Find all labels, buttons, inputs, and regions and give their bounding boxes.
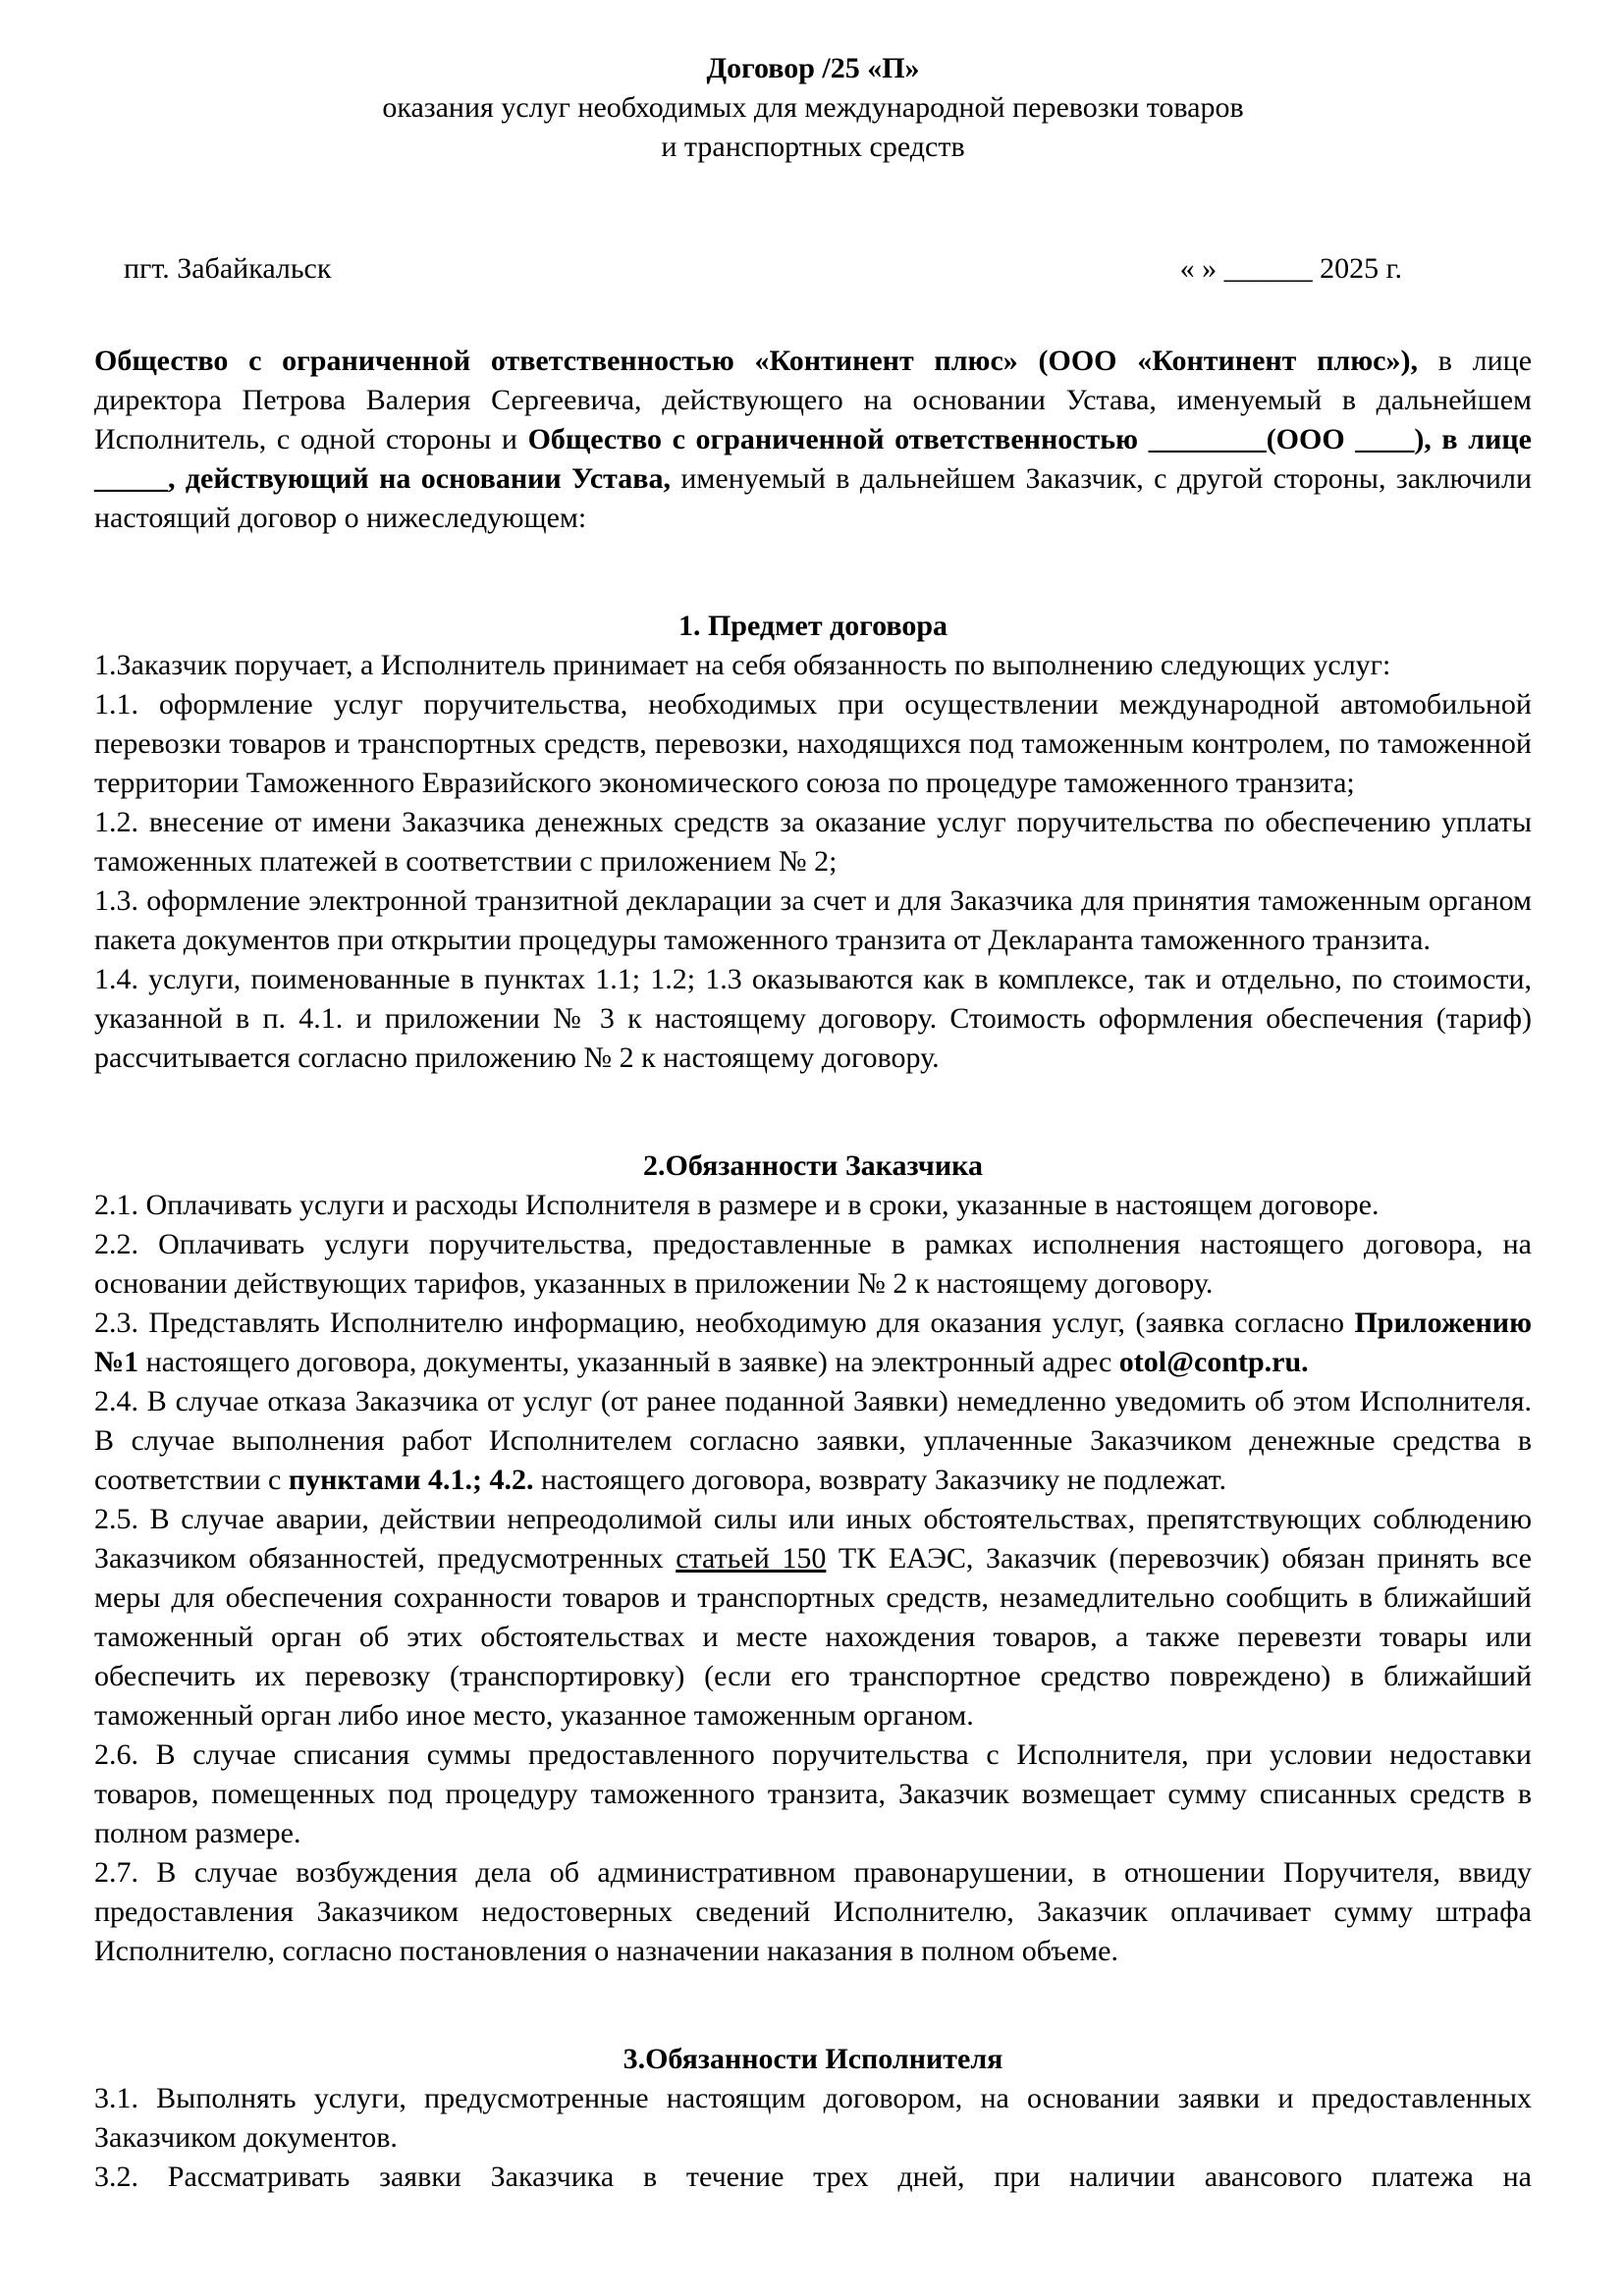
clause-1-3 <box>94 881 1532 960</box>
text-run: otol@contp.ru. <box>1118 1346 1309 1378</box>
section-3-heading: 3.Обязанности Исполнителя <box>623 2043 1003 2075</box>
text-run: 2.4. В случае отказа Заказчика от услуг (от ранее поданной Заявки) немедленно уведомить об этом Исполнителя. В случае выполнения работ Исполнителем согласно заявки, уплаченные Заказчиком денежные средства в соответствии с <box>94 1385 1532 1496</box>
text-run: 1.4. услуги, поименованные в пунктах 1.1; 1.2; 1.3 оказываются как в комплексе, так и отдельно, по стоимости, указанной в п. 4.1. и приложении № 3 к настоящему договору. Стоимость оформления обеспечения (тариф) рассчитывается согласно приложению № 2 к настоящему договору. <box>94 963 1532 1074</box>
clause-2-7 <box>94 1853 1532 1971</box>
clause-2-6 <box>94 1735 1532 1853</box>
text-run: 2.2. Оплачивать услуги поручительства, предоставленные в рамках исполнения настоящего договора, на основании действующих тарифов, указанных в приложении № 2 к настоящему договору. <box>94 1228 1532 1300</box>
text-run: Общество с ограниченной ответственностью «Континент плюс» (ООО «Континент плюс»), <box>94 345 1418 377</box>
clause-1-1 <box>94 685 1532 803</box>
text-run: 1.3. оформление электронной транзитной декларации за счет и для Заказчика для принятия таможенным органом пакета документов при открытии процедуры таможенного транзита от Декларанта таможенного транзита. <box>94 884 1532 956</box>
clause-1-4 <box>94 960 1532 1078</box>
text-run: именуемый в дальнейшем Заказчик, с другой стороны, заключили настоящий договор о нижеследующем: <box>94 462 1532 534</box>
text-run: 2.6. В случае списания суммы предоставленного поручительства с Исполнителя, при условии недоставки товаров, помещенных под процедуру таможенного транзита, Заказчик возмещает сумму списанных средств в полном размере. <box>94 1738 1532 1849</box>
clause-1-2 <box>94 803 1532 881</box>
text-run: настоящего договора, возврату Заказчику не подлежат. <box>533 1464 1226 1496</box>
text-run: 1.1. оформление услуг поручительства, необходимых при осуществлении международной автомобильной перевозки товаров и транспортных средств, перевозки, находящихся под таможенным контролем, по таможенной территории Таможенного Евразийского экономического союза по процедуре таможенного транзита; <box>94 688 1532 799</box>
text-run: Приложению №1 <box>94 1307 1532 1378</box>
text-run: 2.1. Оплачивать услуги и расходы Исполнителя в размере и в сроки, указанные в настоящем договоре. <box>94 1189 1380 1221</box>
text-run: 1.2. внесение от имени Заказчика денежных средств за оказание услуг поручительства по обеспечению уплаты таможенных платежей в соответствии с приложением № 2; <box>94 806 1532 878</box>
document-subtitle-line1: оказания услуг необходимых для международной перевозки товаров <box>382 91 1244 124</box>
place-label: пгт. Забайкальск <box>124 252 332 285</box>
clause-2-3 <box>94 1304 1532 1382</box>
text-run: 2.3. Представлять Исполнителю информацию, необходимую для оказания услуг, (заявка согласно <box>94 1307 1355 1339</box>
clause-2-4 <box>94 1382 1532 1500</box>
document-title: Договор /25 «П» <box>706 52 920 84</box>
section-1-subject <box>94 607 1532 1078</box>
text-run: 2.5. В случае аварии, действии непреодолимой силы или иных обстоятельствах, препятствующих соблюдению Заказчиком обязанностей, предусмотренных <box>94 1503 1532 1575</box>
section-2-heading: 2.Обязанности Заказчика <box>643 1149 983 1182</box>
date-placeholder: « » ______ 2025 г. <box>1179 252 1402 285</box>
title-block <box>94 49 1532 167</box>
clause-2-5 <box>94 1500 1532 1735</box>
section-1-heading: 1. Предмет договора <box>677 610 948 642</box>
text-run: в лице директора Петрова Валерия Сергеевича, действующего на основании Устава, именуемый в дальнейшем Исполнитель, с одной стороны и <box>94 345 1533 455</box>
text-run: ТК ЕАЭС, Заказчик (перевозчик) обязан принять все меры для обеспечения сохранности товаров и транспортных средств, незамедлительно сообщить в ближайший таможенный орган об этих обстоятельствах и месте нахождения товаров, а также перевезти товары или обеспечить их перевозку (транспортировку) (если его транспортное средство повреждено) в ближайший таможенный орган либо иное место, указанное таможенным органом. <box>94 1542 1532 1732</box>
section-2-customer-obligations <box>94 1147 1532 1971</box>
text-run: статьей 150 <box>676 1542 827 1575</box>
section-3-contractor-obligations <box>94 2040 1532 2197</box>
text-run: 2.7. В случае возбуждения дела об административном правонарушении, в отношении Поручителя, ввиду предоставления Заказчиком недостоверных сведений Исполнителю, Заказчик оплачивает сумму штрафа Исполнителю, согласно постановления о назначении наказания в полном объеме. <box>94 1856 1532 1967</box>
clause-2-2 <box>94 1225 1532 1304</box>
text-run: 1.Заказчик поручает, а Исполнитель принимает на себя обязанность по выполнению следующих услуг: <box>94 649 1391 681</box>
clause-3-1 <box>94 2079 1532 2158</box>
document-subtitle-line2: и транспортных средств <box>661 131 965 163</box>
clause-1-0 <box>94 646 1532 685</box>
text-run: Общество с ограниченной ответственностью ________(ООО ____), в лице _____, действующий на основании Устава, <box>94 423 1532 495</box>
text-run: настоящего договора, документы, указанный в заявке) на электронный адрес <box>138 1346 1119 1378</box>
place-date-row <box>94 249 1532 289</box>
clause-2-1 <box>94 1186 1532 1225</box>
text-run: пунктами 4.1.; 4.2. <box>288 1464 534 1496</box>
text-run: 3.2. Рассматривать заявки Заказчика в течение трех дней, при наличии авансового платежа на <box>94 2161 1532 2193</box>
text-run: 3.1. Выполнять услуги, предусмотренные настоящим договором, на основании заявки и предоставленных Заказчиком документов. <box>94 2082 1532 2154</box>
clause-3-2 <box>94 2158 1532 2197</box>
preamble <box>94 342 1532 538</box>
